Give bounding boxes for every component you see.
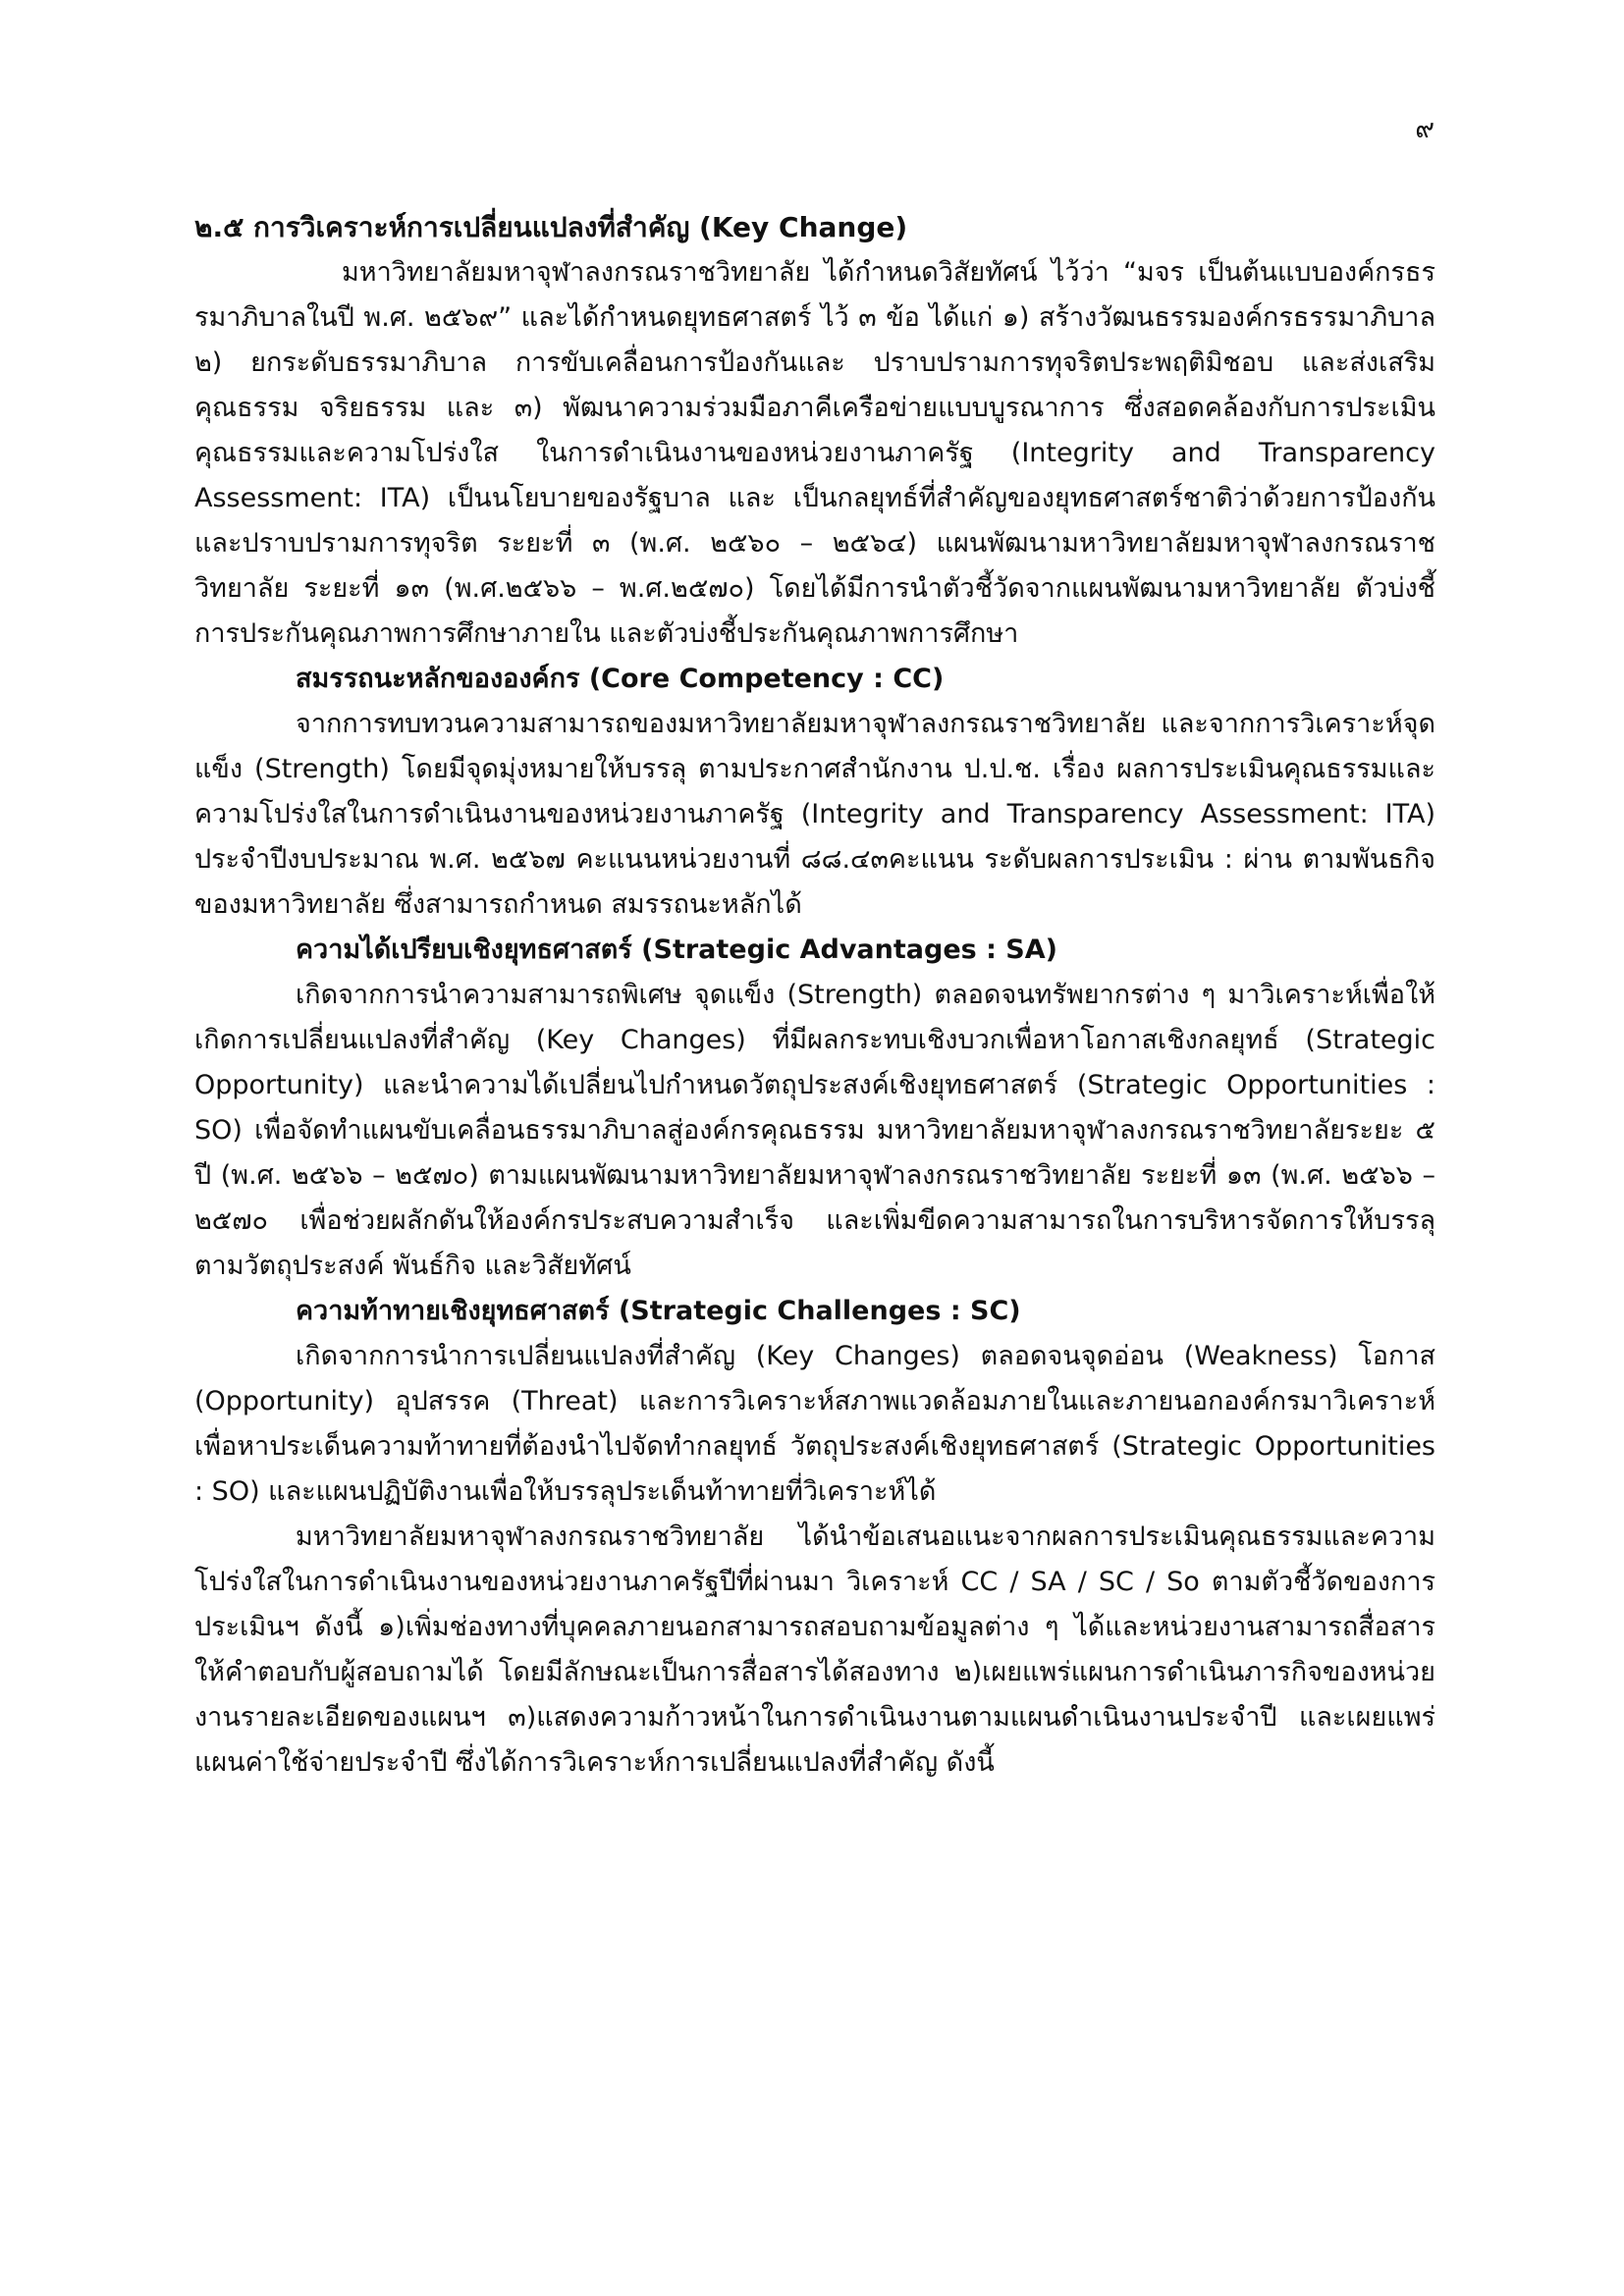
strategic-advantages-heading: ความได้เปรียบเชิงยุทธศาสตร์ (Strategic Advantages : SA) xyxy=(296,934,1057,965)
intro-paragraph: มหาวิทยาลัยมหาจุฬาลงกรณราชวิทยาลัย ได้กำหนดวิสัยทัศน์ ไว้ว่า “มจร เป็นต้นแบบองค์กรธรรมาภิบาลในปี พ.ศ. ๒๕๖๙” และได้กำหนดยุทธศาสตร์ ไว้ ๓ ข้อ ได้แก่ ๑) สร้างวัฒนธรรมองค์กรธรรมาภิบาล ๒) ยกระดับธรรมาภิบาล การขับเคลื่อนการป้องกันและ ปราบปรามการทุจริตประพฤติมิชอบ และส่งเสริมคุณธรรม จริยธรรม และ ๓) พัฒนาความร่วมมือภาคีเครือข่ายแบบบูรณาการ ซึ่งสอดคล้องกับการประเมินคุณธรรมและความโปร่งใส ในการดำเนินงานของหน่วยงานภาครัฐ (Integrity and Transparency Assessment: ITA) เป็นนโยบายของรัฐบาล และ เป็นกลยุทธ์ที่สำคัญของยุทธศาสตร์ชาติว่าด้วยการป้องกันและปราบปรามการทุจริต ระยะที่ ๓ (พ.ศ. ๒๕๖๐ – ๒๕๖๔) แผนพัฒนามหาวิทยาลัยมหาจุฬาลงกรณราชวิทยาลัย ระยะที่ ๑๓ (พ.ศ.๒๕๖๖ – พ.ศ.๒๕๗๐) โดยได้มีการนำตัวชี้วัดจากแผนพัฒนามหาวิทยาลัย ตัวบ่งชี้การประกันคุณภาพการศึกษาภายใน และตัวบ่งชี้ประกันคุณภาพการศึกษา xyxy=(194,257,1435,649)
strategic-advantages-body: เกิดจากการนำความสามารถพิเศษ จุดแข็ง (Strength) ตลอดจนทรัพยากรต่าง ๆ มาวิเคราะห์เพื่อให้เกิดการเปลี่ยนแปลงที่สำคัญ (Key Changes) ที่มีผลกระทบเชิงบวกเพื่อหาโอกาสเชิงกลยุทธ์ (Strategic Opportunity) และนำความได้เปลี่ยนไปกำหนดวัตถุประสงค์เชิงยุทธศาสตร์ (Strategic Opportunities : SO) เพื่อจัดทำแผนขับเคลื่อนธรรมาภิบาลสู่องค์กรคุณธรรม มหาวิทยาลัยมหาจุฬาลงกรณราชวิทยาลัยระยะ ๕ ปี (พ.ศ. ๒๕๖๖ – ๒๕๗๐) ตามแผนพัฒนามหาวิทยาลัยมหาจุฬาลงกรณราชวิทยาลัย ระยะที่ ๑๓ (พ.ศ. ๒๕๖๖ – ๒๕๗๐ เพื่อช่วยผลักดันให้องค์กรประสบความสำเร็จ และเพิ่มขีดความสามารถในการบริหารจัดการให้บรรลุตามวัตถุประสงค์ พันธ์กิจ และวิสัยทัศน์ xyxy=(194,980,1435,1281)
core-competency-body: จากการทบทวนความสามารถของมหาวิทยาลัยมหาจุฬาลงกรณราชวิทยาลัย และจากการวิเคราะห์จุดแข็ง (Strength) โดยมีจุดมุ่งหมายให้บรรลุ ตามประกาศสำนักงาน ป.ป.ช. เรื่อง ผลการประเมินคุณธรรมและความโปร่งใสในการดำเนินงานของหน่วยงานภาครัฐ (Integrity and Transparency Assessment: ITA) ประจำปีงบประมาณ พ.ศ. ๒๕๖๗ คะแนนหน่วยงานที่ ๘๘.๔๓คะแนน ระดับผลการประเมิน : ผ่าน ตามพันธกิจของมหาวิทยาลัย ซึ่งสามารถกำหนด สมรรถนะหลักได้ xyxy=(194,709,1435,920)
strategic-challenges-heading: ความท้าทายเชิงยุทธศาสตร์ (Strategic Challenges : SC) xyxy=(296,1296,1021,1326)
core-competency-heading: สมรรถนะหลักขององค์กร (Core Competency : CC) xyxy=(296,664,945,694)
page-number: ๙ xyxy=(1415,114,1435,144)
closing-paragraph: มหาวิทยาลัยมหาจุฬาลงกรณราชวิทยาลัย ได้นำข้อเสนอแนะจากผลการประเมินคุณธรรมและความโปร่งใสในการดำเนินงานของหน่วยงานภาครัฐปีที่ผ่านมา วิเคราะห์ CC / SA / SC / So ตามตัวชี้วัดของการประเมินฯ ดังนี้ ๑)เพิ่มช่องทางที่บุคคลภายนอกสามารถสอบถามข้อมูลต่าง ๆ ได้และหน่วยงานสามารถสื่อสารให้คำตอบกับผู้สอบถามได้ โดยมีลักษณะเป็นการสื่อสารได้สองทาง ๒)เผยแพร่แผนการดำเนินภารกิจของหน่วยงานรายละเอียดของแผนฯ ๓)แสดงความก้าวหน้าในการดำเนินงานตามแผนดำเนินงานประจำปี และเผยแพร่แผนค่าใช้จ่ายประจำปี ซึ่งได้การวิเคราะห์การเปลี่ยนแปลงที่สำคัญ ดังนี้ xyxy=(194,1522,1435,1778)
strategic-challenges-body: เกิดจากการนำการเปลี่ยนแปลงที่สำคัญ (Key Changes) ตลอดจนจุดอ่อน (Weakness) โอกาส (Opportunity) อุปสรรค (Threat) และการวิเคราะห์สภาพแวดล้อมภายในและภายนอกองค์กรมาวิเคราะห์เพื่อหาประเด็นความท้าทายที่ต้องนำไปจัดทำกลยุทธ์ วัตถุประสงค์เชิงยุทธศาสตร์ (Strategic Opportunities : SO) และแผนปฏิบัติงานเพื่อให้บรรลุประเด็นท้าทายที่วิเคราะห์ได้ xyxy=(194,1341,1435,1507)
page-content xyxy=(194,205,1435,1786)
section-title: ๒.๕ การวิเคราะห์การเปลี่ยนแปลงที่สำคัญ (Key Change) xyxy=(194,211,908,243)
